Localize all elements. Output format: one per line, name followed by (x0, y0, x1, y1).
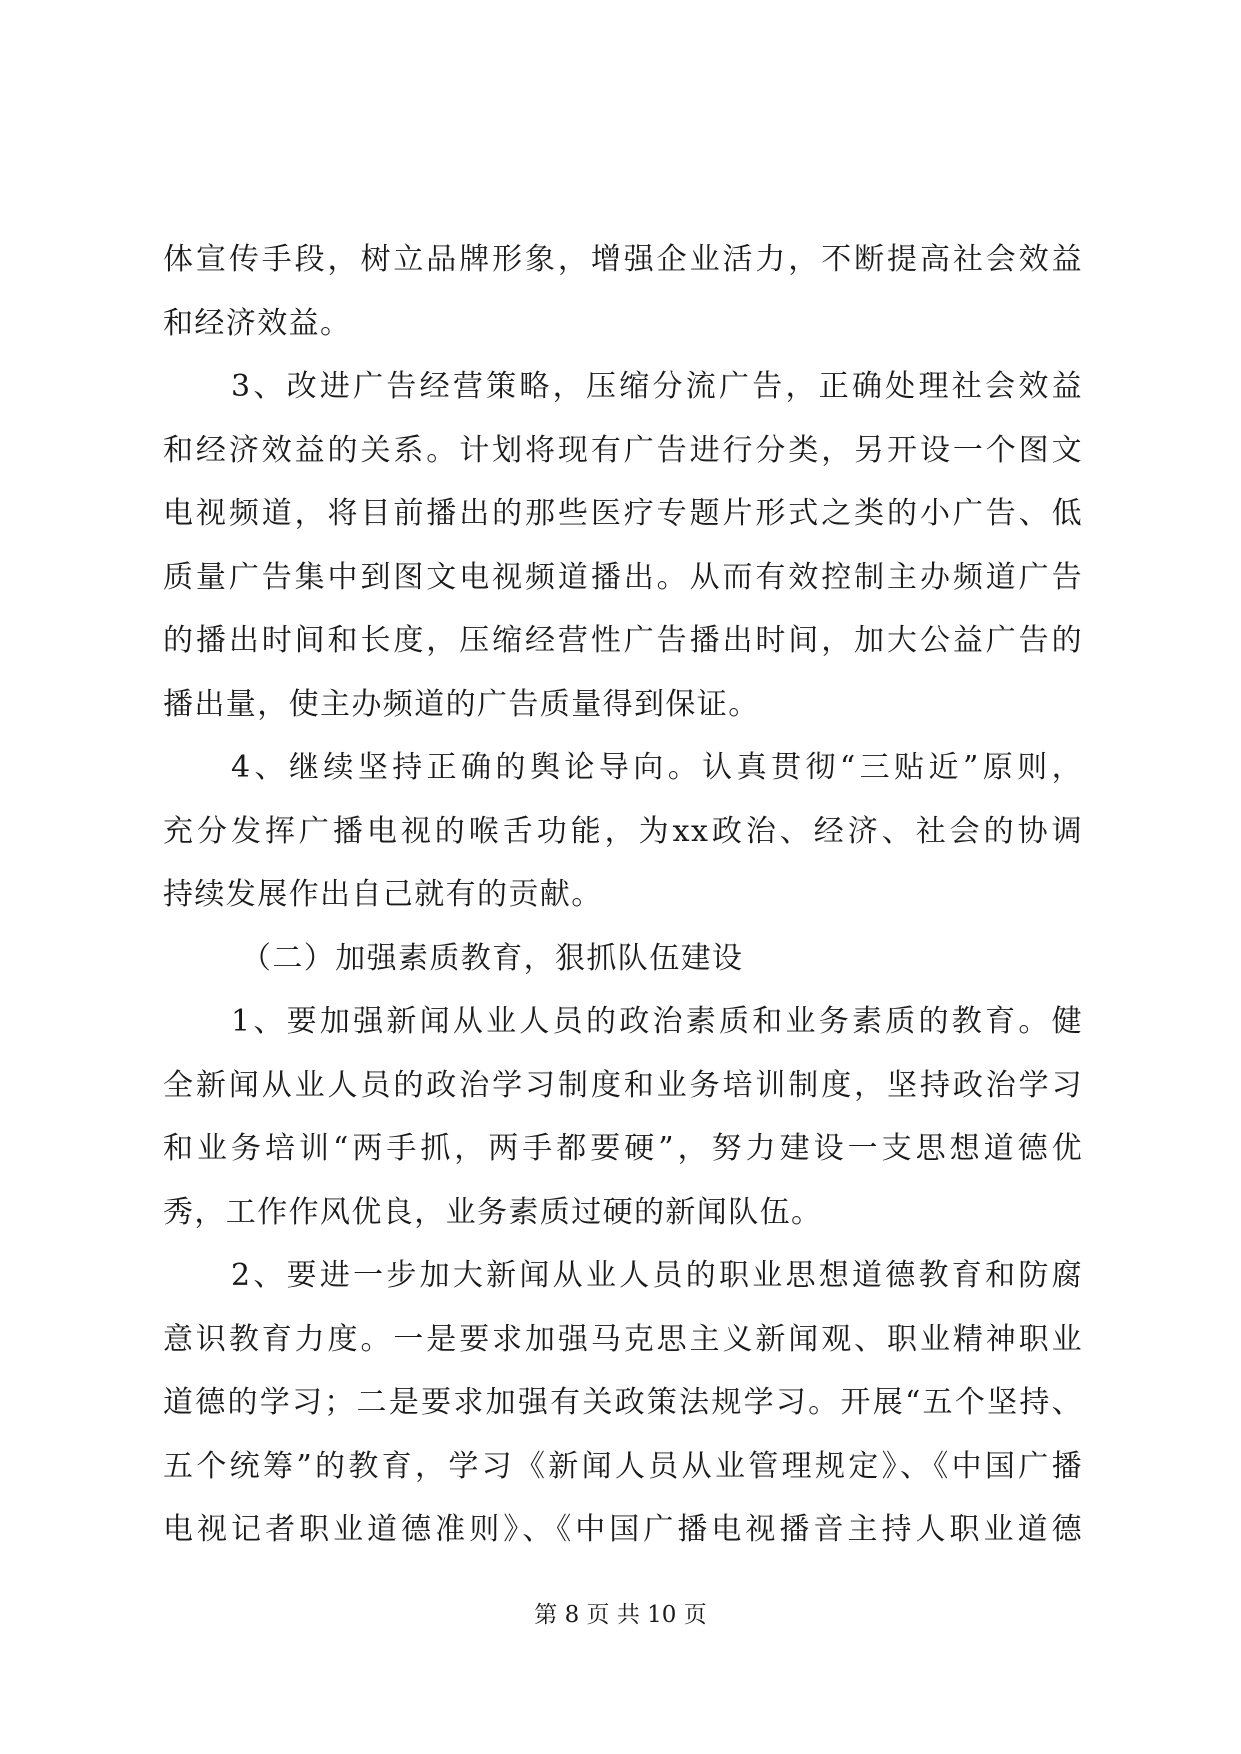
text-line: 和经济效益。 (163, 305, 352, 341)
text-line: 持续发展作出自己就有的贡献。 (163, 877, 603, 912)
text-line: 电视记者职业道德准则》、《中国广播电视播音主持人职业道德 (163, 1512, 1083, 1547)
section-heading: （二）加强素质教育，狠抓队伍建设 (241, 940, 744, 976)
text-line: 的播出时间和长度，压缩经营性广告播出时间，加大公益广告的 (163, 623, 1083, 658)
text-line: 和业务培训“两手抓，两手都要硬”，努力建设一支思想道德优 (163, 1131, 1083, 1166)
text-line: 质量广告集中到图文电视频道播出。从而有效控制主办频道广告 (163, 559, 1083, 595)
text-line: 充分发挥广播电视的喉舌功能，为xx政治、经济、社会的协调 (163, 813, 1083, 849)
paragraph-start-line: 1、要加强新闻从业人员的政治素质和业务素质的教育。健 (231, 1004, 1083, 1039)
page-number-footer: 第 8 页 共 10 页 (534, 1602, 707, 1628)
paragraph-start-line: 2、要进一步加大新闻从业人员的职业思想道德教育和防腐 (231, 1258, 1083, 1293)
text-line: 意识教育力度。一是要求加强马克思主义新闻观、职业精神职业 (163, 1321, 1083, 1357)
text-line: 体宣传手段，树立品牌形象，增强企业活力，不断提高社会效益 (163, 242, 1083, 277)
text-line: 播出量，使主办频道的广告质量得到保证。 (163, 686, 760, 722)
paragraph-start-line: 3、改进广告经营策略，压缩分流广告，正确处理社会效益 (231, 369, 1083, 404)
text-line: 秀，工作作风优良，业务素质过硬的新闻队伍。 (163, 1194, 823, 1230)
text-line: 五个统筹”的教育，学习《新闻人员从业管理规定》、《中国广播 (163, 1448, 1083, 1484)
body-text (163, 228, 1083, 1562)
text-line: 电视频道，将目前播出的那些医疗专题片形式之类的小广告、低 (163, 496, 1083, 531)
paragraph-start-line: 4、继续坚持正确的舆论导向。认真贯彻“三贴近”原则， (231, 750, 1083, 785)
text-line: 全新闻从业人员的政治学习制度和业务培训制度，坚持政治学习 (163, 1067, 1083, 1103)
text-line: 和经济效益的关系。计划将现有广告进行分类，另开设一个图文 (163, 432, 1083, 468)
text-line: 道德的学习；二是要求加强有关政策法规学习。开展“五个坚持、 (163, 1385, 1083, 1420)
